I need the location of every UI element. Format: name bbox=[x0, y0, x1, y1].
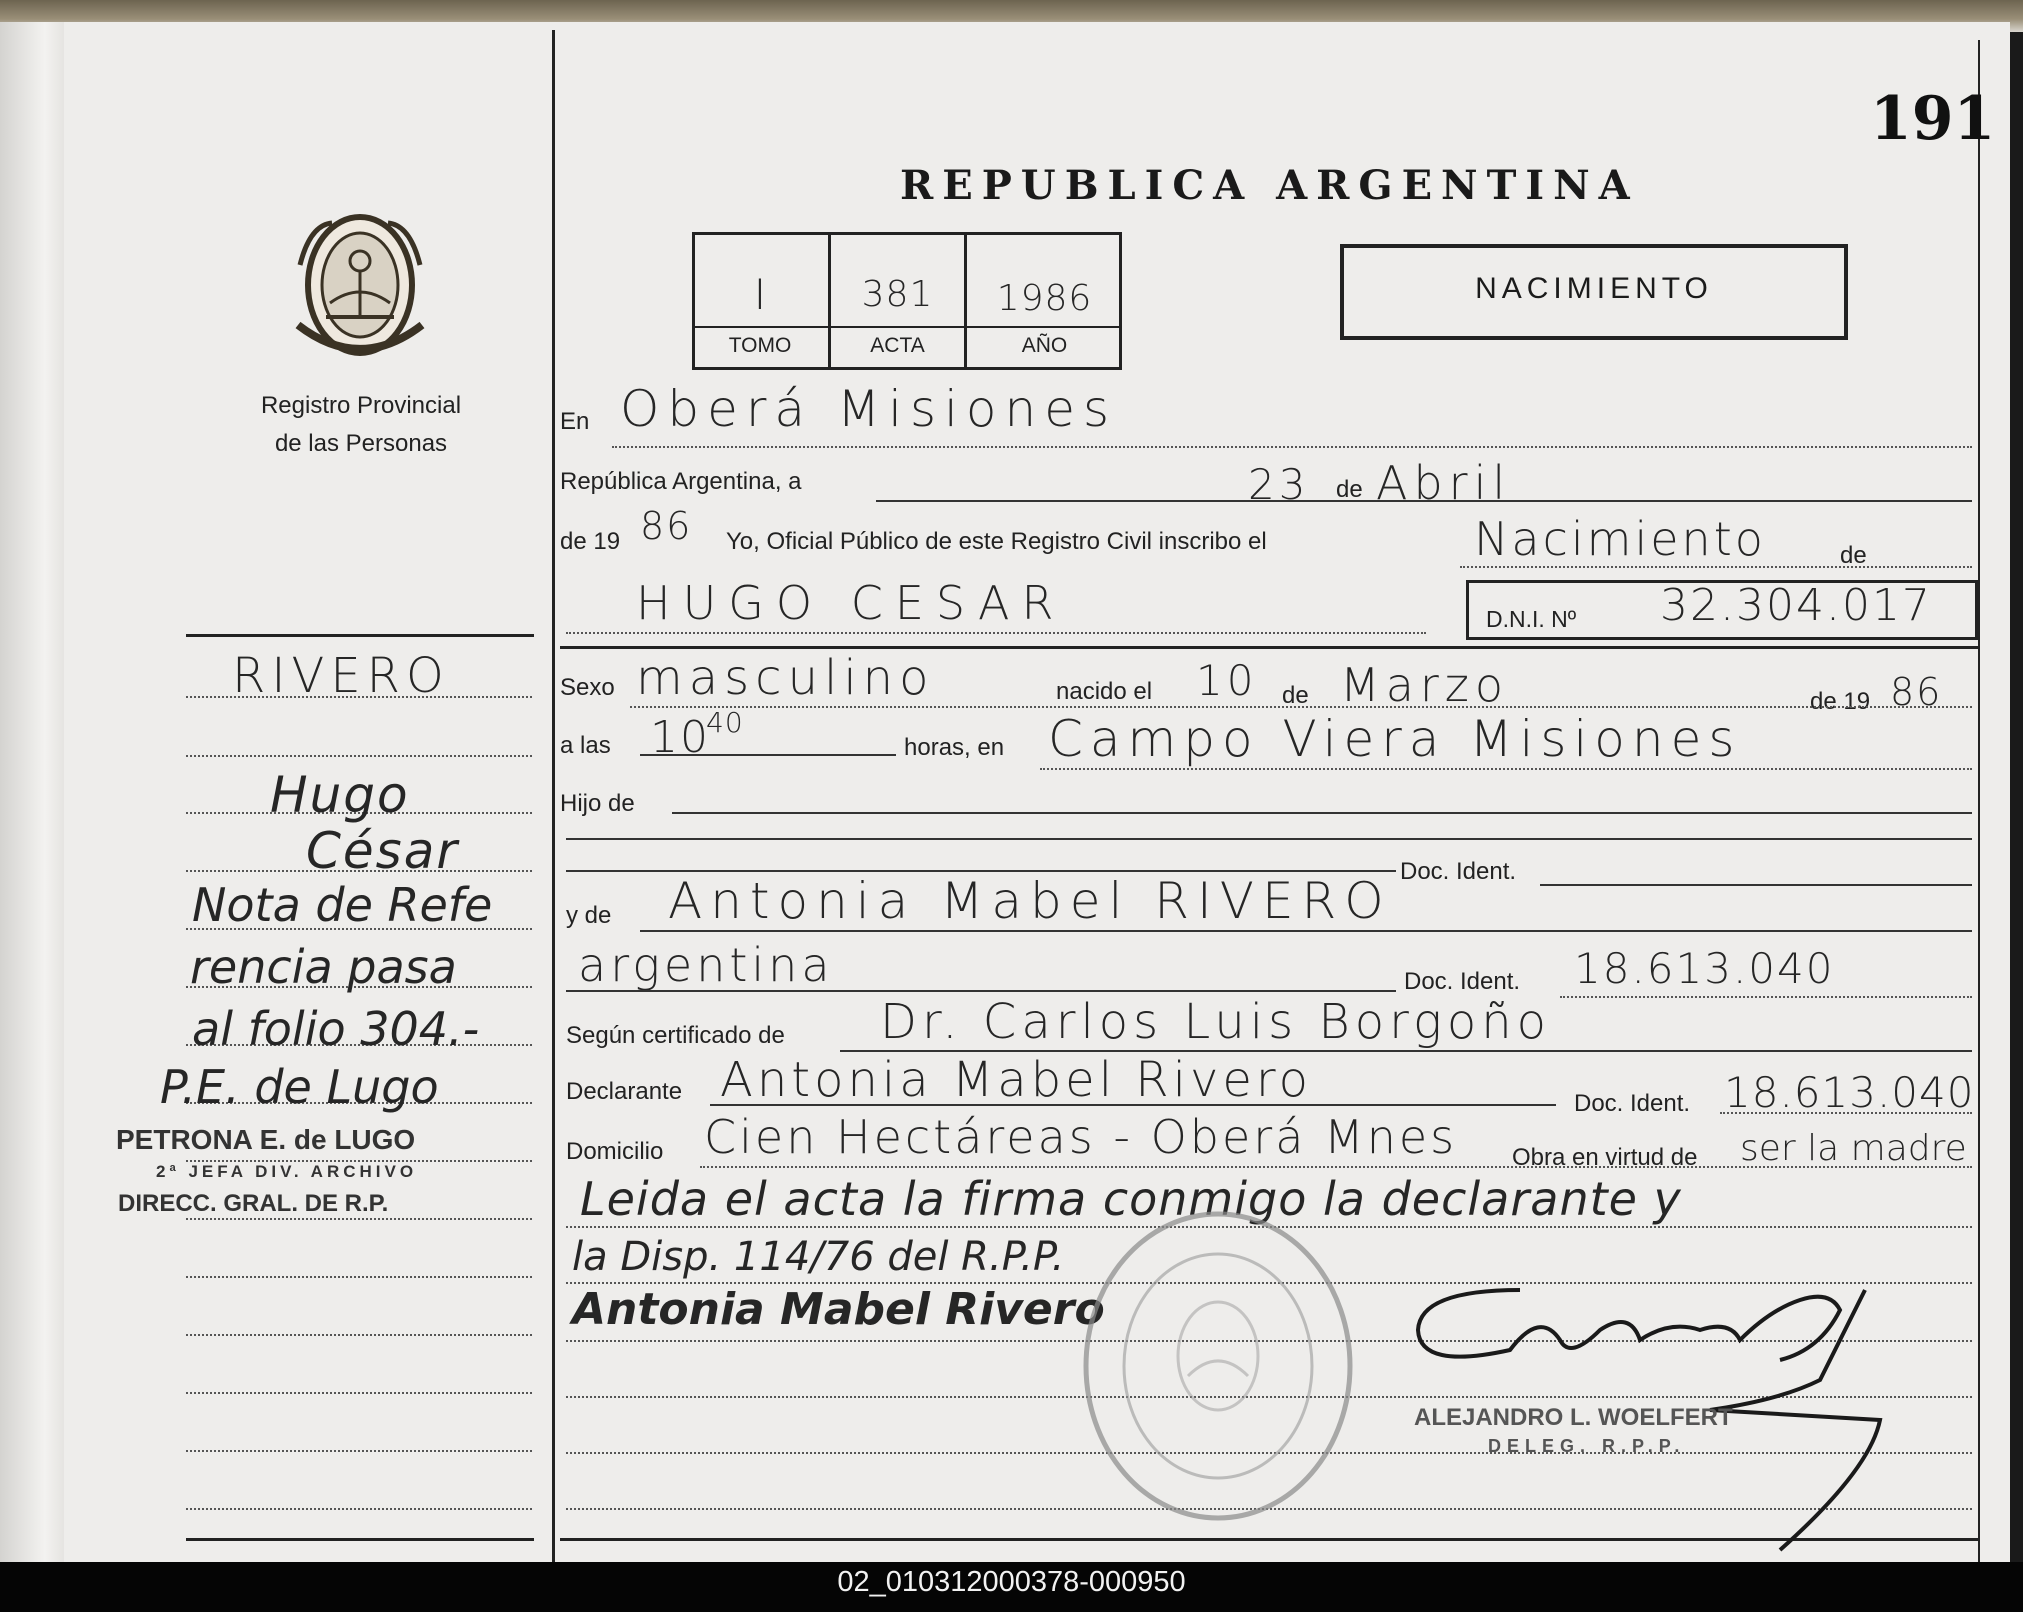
image-id-caption: 02_010312000378-000950 bbox=[837, 1566, 1186, 1598]
label-de-19-2: de 19 bbox=[1810, 688, 1871, 715]
mother-name: Antonia Mabel RIVERO bbox=[668, 872, 1392, 930]
label-de-19: de 19 bbox=[560, 528, 621, 555]
child-name: HUGO CESAR bbox=[636, 576, 1066, 630]
entry-line bbox=[566, 990, 1396, 992]
mother-nationality: argentina bbox=[578, 938, 834, 992]
entry-line bbox=[1720, 1112, 1972, 1114]
domicile-value: Cien Hectáreas - Oberá Mnes bbox=[704, 1110, 1458, 1164]
registry-name-line2: de las Personas bbox=[274, 430, 448, 457]
entry-line bbox=[612, 446, 1972, 448]
label-yo-oficial: Yo, Oficial Público de este Registro Civil inscribo el bbox=[726, 528, 1267, 555]
margin-line bbox=[186, 1392, 532, 1394]
margin-line bbox=[186, 1276, 532, 1278]
act-kind: Nacimiento bbox=[1474, 512, 1766, 566]
birth-place: Campo Viera Misiones bbox=[1048, 710, 1742, 768]
declarant-signature: Antonia Mabel Rivero bbox=[572, 1284, 1105, 1335]
label-sexo: Sexo bbox=[560, 674, 615, 701]
acta-value: 381 bbox=[861, 274, 934, 315]
place-of-registration: Oberá Misiones bbox=[620, 380, 1118, 438]
obra-value: ser la madre bbox=[1740, 1128, 1967, 1169]
round-registry-seal-icon bbox=[1078, 1206, 1358, 1526]
margin-note-line3: al folio 304.- bbox=[192, 1002, 480, 1056]
margin-line bbox=[186, 1334, 532, 1336]
closing-text-line1: Leida el acta la firma conmigo la declarante y bbox=[580, 1172, 1682, 1226]
column-divider bbox=[552, 30, 555, 1562]
folio-number: 191 bbox=[1870, 84, 1996, 154]
margin-line bbox=[186, 1450, 532, 1452]
label-segun-certificado: Según certificado de bbox=[566, 1022, 785, 1049]
entry-line bbox=[566, 838, 1972, 840]
margin-note-signature: P.E. de Lugo bbox=[160, 1060, 439, 1114]
dni-value: 32.304.017 bbox=[1660, 580, 1932, 631]
archive-stamp-line2: 2ª JEFA DIV. ARCHIVO bbox=[156, 1162, 418, 1181]
archive-stamp-line3: DIRECC. GRAL. DE R.P. bbox=[118, 1190, 389, 1217]
label-obra-en-virtud: Obra en virtud de bbox=[1512, 1144, 1698, 1171]
country-title: REPUBLICA ARGENTINA bbox=[900, 162, 1639, 209]
registration-day: 23 bbox=[1248, 460, 1310, 509]
official-stamp-line2: DELEG. R.P.P. bbox=[1488, 1436, 1686, 1456]
tomo-label: TOMO bbox=[728, 334, 792, 357]
sex-value: masculino bbox=[636, 650, 935, 706]
label-domicilio: Domicilio bbox=[566, 1138, 664, 1165]
registration-month: Abril bbox=[1376, 456, 1512, 510]
birth-hour: 10 bbox=[650, 712, 710, 763]
margin-note-line2: rencia pasa bbox=[190, 940, 457, 994]
entry-line bbox=[876, 500, 1972, 502]
provincial-seal-icon bbox=[290, 205, 430, 365]
registry-name-line1: Registro Provincial bbox=[260, 392, 462, 419]
closing-text-line2: la Disp. 114/76 del R.P.P. bbox=[572, 1234, 1065, 1280]
declarant-name: Antonia Mabel Rivero bbox=[720, 1052, 1312, 1108]
margin-given-name-2: César bbox=[306, 822, 459, 880]
label-a-las: a las bbox=[560, 732, 611, 759]
entry-line bbox=[700, 1166, 1972, 1168]
birth-month: Marzo bbox=[1340, 658, 1510, 712]
label-republica: República Argentina, a bbox=[560, 468, 802, 495]
margin-line bbox=[186, 1508, 532, 1510]
official-stamp-line1: ALEJANDRO L. WOELFERT bbox=[1414, 1404, 1733, 1431]
margin-given-name-1: Hugo bbox=[270, 766, 410, 824]
entry-line bbox=[710, 1104, 1556, 1106]
label-en: En bbox=[560, 408, 590, 435]
margin-top-rule bbox=[186, 634, 534, 637]
registration-year-suffix: 86 bbox=[640, 504, 693, 548]
record-box-divider bbox=[692, 326, 1122, 328]
ano-label: AÑO bbox=[1021, 334, 1068, 357]
margin-line bbox=[186, 1218, 532, 1220]
entry-line bbox=[672, 812, 1972, 814]
margin-note-line1: Nota de Refe bbox=[192, 878, 493, 932]
label-hijo-de: Hijo de bbox=[560, 790, 635, 817]
entry-line bbox=[1460, 566, 1972, 568]
tomo-value: I bbox=[753, 270, 767, 319]
ano-value: 1986 bbox=[996, 278, 1093, 319]
label-doc-ident-1: Doc. Ident. bbox=[1400, 858, 1517, 885]
label-doc-ident-2: Doc. Ident. bbox=[1404, 968, 1521, 995]
label-y-de: y de bbox=[566, 902, 612, 929]
margin-line bbox=[186, 755, 532, 757]
entry-line bbox=[1040, 768, 1972, 770]
mother-document: 18.613.040 bbox=[1574, 944, 1835, 993]
birth-year-suffix: 86 bbox=[1890, 670, 1943, 714]
birth-minutes: 40 bbox=[706, 706, 744, 739]
label-de-3: de bbox=[1282, 682, 1309, 709]
entry-line bbox=[640, 930, 1972, 932]
label-de: de bbox=[1336, 476, 1363, 503]
entry-line bbox=[1560, 996, 1972, 998]
margin-bottom-rule bbox=[186, 1538, 534, 1541]
label-dni: D.N.I. Nº bbox=[1486, 606, 1577, 632]
entry-line bbox=[1540, 884, 1972, 886]
declarant-document: 18.613.040 bbox=[1724, 1068, 1975, 1117]
margin-surname: RIVERO bbox=[232, 648, 450, 704]
label-doc-ident-3: Doc. Ident. bbox=[1574, 1090, 1691, 1117]
page-fold bbox=[0, 22, 64, 1562]
label-declarante: Declarante bbox=[566, 1078, 683, 1105]
entry-line bbox=[640, 754, 896, 756]
label-nacido: nacido el bbox=[1056, 678, 1153, 705]
form-section-rule bbox=[560, 646, 1978, 649]
birth-day: 10 bbox=[1196, 656, 1258, 705]
label-horas-en: horas, en bbox=[904, 734, 1005, 761]
archive-stamp-line1: PETRONA E. de LUGO bbox=[116, 1124, 416, 1155]
label-de-2: de bbox=[1840, 542, 1867, 569]
entry-line bbox=[630, 706, 1972, 708]
record-type-label: NACIMIENTO bbox=[1475, 272, 1713, 305]
entry-line bbox=[566, 632, 1426, 634]
certifying-doctor: Dr. Carlos Luis Borgoño bbox=[880, 994, 1552, 1050]
acta-label: ACTA bbox=[870, 334, 925, 357]
